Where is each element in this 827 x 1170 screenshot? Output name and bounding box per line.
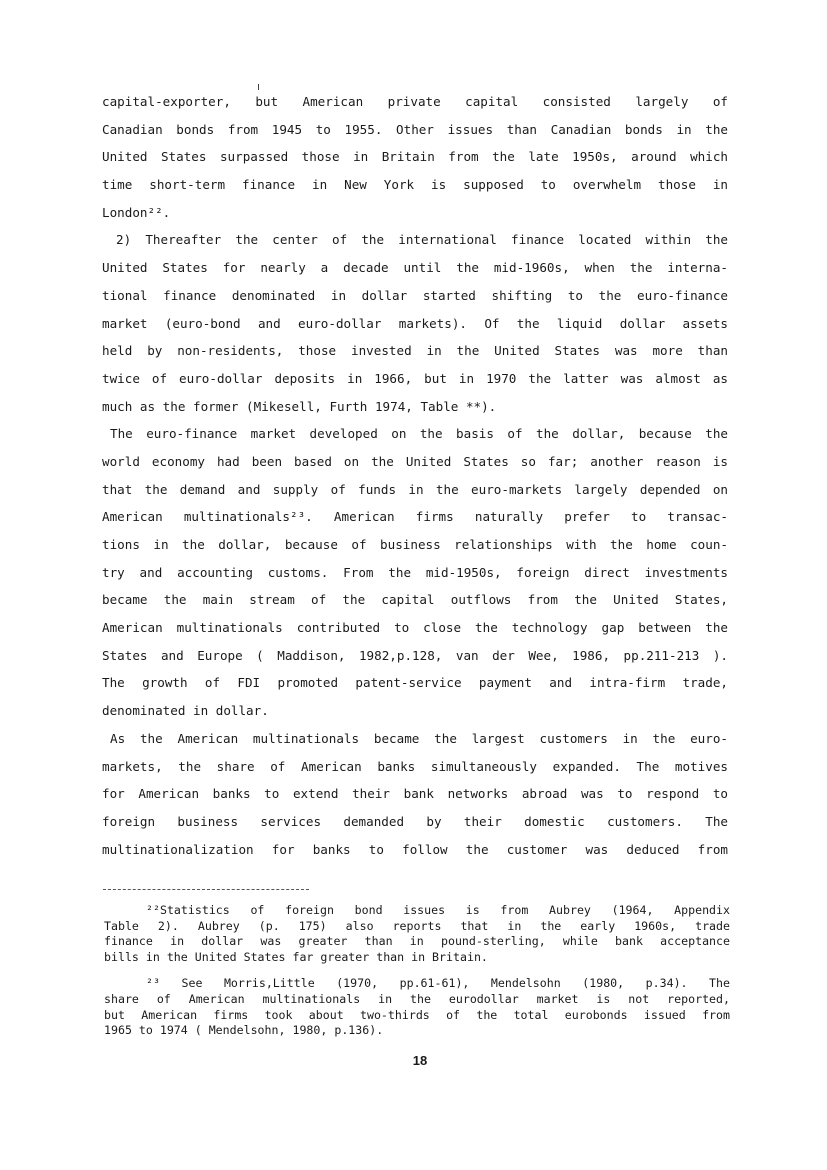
footnote-line: Table 2). Aubrey (p. 175) also reports that in the early 1960s, trade — [104, 918, 730, 933]
text-line: tions in the dollar, because of business relationships with the home coun- — [102, 537, 728, 552]
footnote-line: ²²Statistics of foreign bond issues is from Aubrey (1964, Appendix — [146, 903, 730, 917]
text-line: time short-term finance in New York is supposed to overwhelm those in — [102, 177, 728, 193]
footnote-line: bills in the United States far greater than in Britain. — [104, 949, 488, 964]
footnote-line: finance in dollar was greater than in pound-sterling, while bank acceptance — [104, 934, 730, 949]
footnote — [104, 903, 730, 965]
footnote — [104, 976, 730, 1038]
text-line: twice of euro-dollar deposits in 1966, but in 1970 the latter was almost as — [102, 370, 728, 386]
text-line: much as the former (Mikesell, Furth 1974, Table **). — [102, 398, 497, 414]
footnote-line: share of American multinationals in the eurodollar market is not reported, — [104, 991, 730, 1006]
text-line: for American banks to extend their bank networks abroad was to respond to — [102, 786, 728, 802]
text-line: United States surpassed those in Britain from the late 1950s, around which — [102, 149, 728, 165]
text-line: world economy had been based on the United States so far; another reason is — [102, 453, 728, 469]
footnote-line: ²³ See Morris,Little (1970, pp.61-61), Mendelsohn (1980, p.34). The — [146, 976, 730, 991]
text-line: denominated in dollar. — [102, 703, 269, 719]
text-line: The euro-finance market developed on the basis of the dollar, because the — [110, 426, 728, 442]
text-line: market (euro-bond and euro-dollar markets). Of the liquid dollar assets — [102, 315, 728, 331]
text-line: multinationalization for banks to follow the customer was deduced from — [102, 841, 728, 857]
text-line: United States for nearly a decade until the mid-1960s, when the interna- — [102, 260, 728, 276]
text-line: held by non-residents, those invested in the United States was more than — [102, 343, 728, 359]
footnote-line: 1965 to 1974 ( Mendelsohn, 1980, p.136). — [104, 1023, 384, 1038]
text-line: became the main stream of the capital outflows from the United States, — [102, 592, 728, 608]
text-line: capital-exporter, but American private capital consisted largely of — [102, 94, 728, 109]
text-line: try and accounting customs. From the mid-1950s, foreign direct investments — [102, 564, 728, 580]
text-line: foreign business services demanded by their domestic customers. The — [102, 813, 728, 829]
text-line: markets, the share of American banks simultaneously expanded. The motives — [102, 758, 728, 774]
text-line: Canadian bonds from 1945 to 1955. Other issues than Canadian bonds in the — [102, 121, 728, 137]
text-line: that the demand and supply of funds in the euro-markets largely depended on — [102, 481, 728, 497]
footnote-line: but American firms took about two-thirds of the total eurobonds issued from — [104, 1007, 730, 1022]
footnote-separator — [103, 889, 309, 890]
text-line: American multinationals contributed to close the technology gap between the — [102, 620, 728, 636]
text-line: 2) Thereafter the center of the international finance located within the — [116, 232, 728, 248]
text-line: London²². — [102, 204, 171, 220]
text-line: tional finance denominated in dollar started shifting to the euro-finance — [102, 287, 728, 303]
footnotes — [104, 903, 730, 1050]
page-number: 18 — [412, 1053, 428, 1068]
body-text — [102, 88, 728, 863]
text-line: American multinationals²³. American firms naturally prefer to transac- — [102, 509, 728, 525]
text-line: As the American multinationals became the largest customers in the euro- — [110, 730, 728, 746]
text-line: The growth of FDI promoted patent-service payment and intra-firm trade, — [102, 675, 728, 691]
text-line: States and Europe ( Maddison, 1982,p.128, van der Wee, 1986, pp.211-213 ). — [102, 647, 728, 663]
